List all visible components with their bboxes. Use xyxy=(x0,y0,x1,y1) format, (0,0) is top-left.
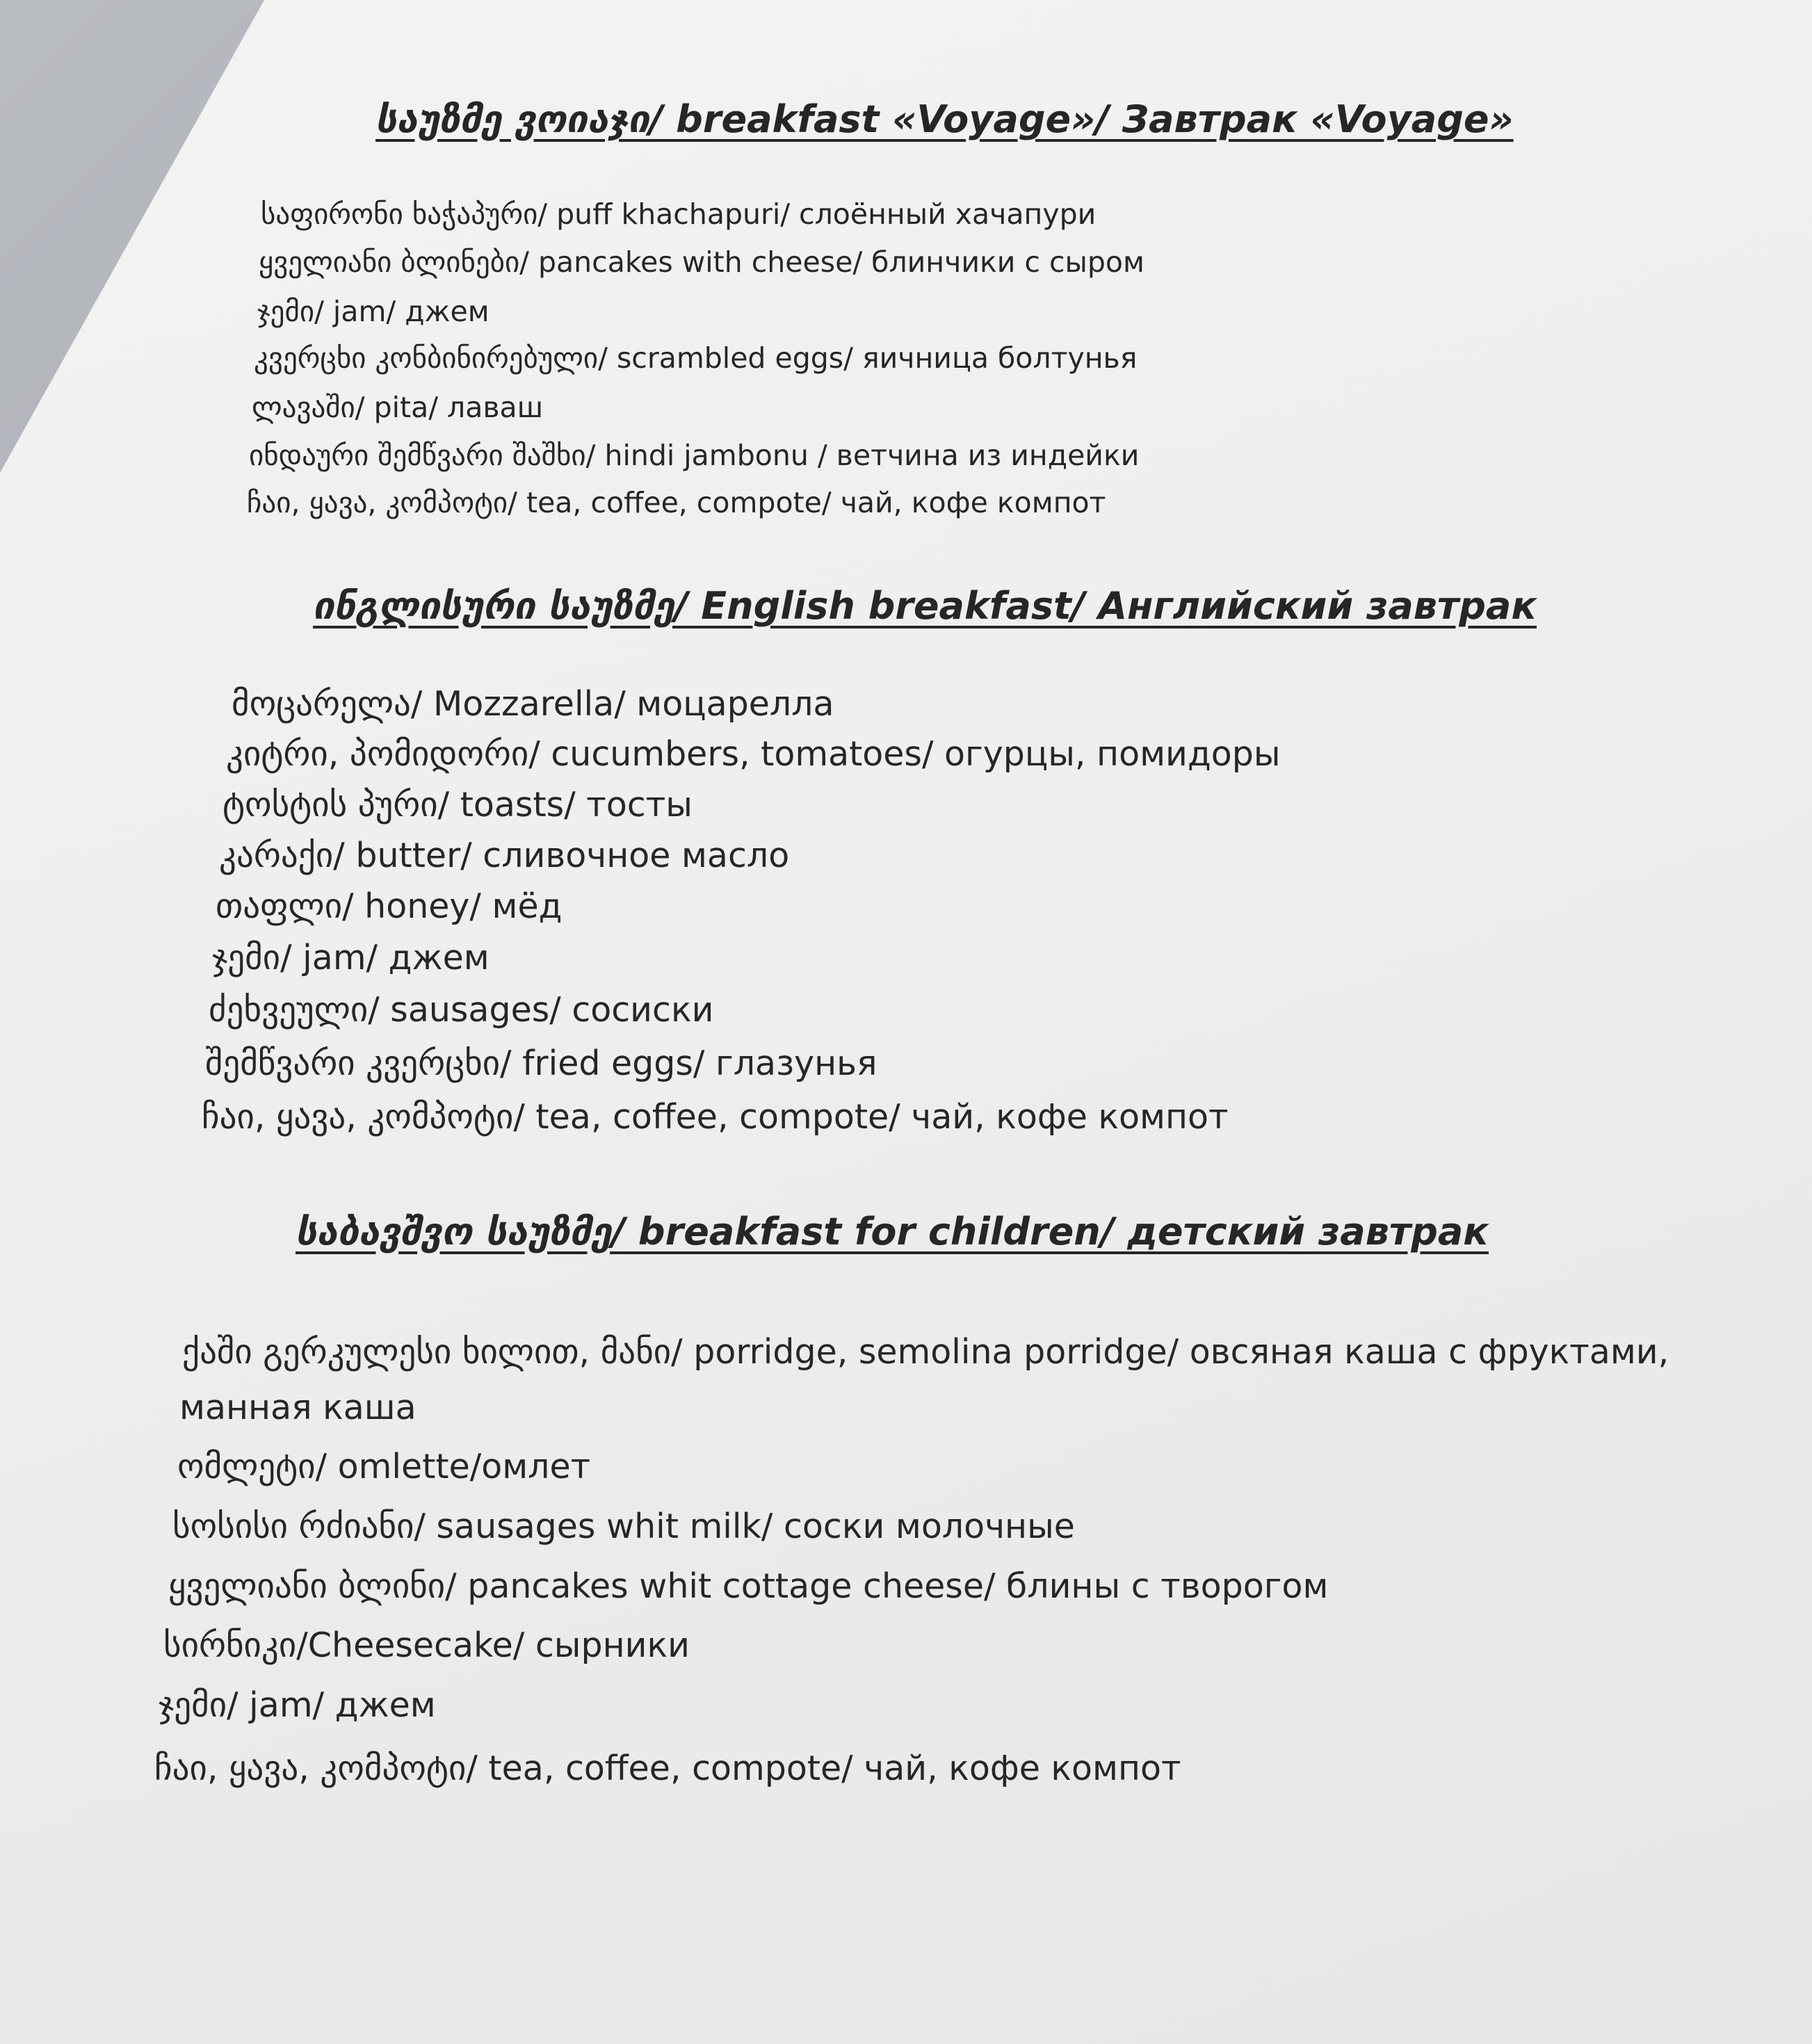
menu-item: ჯემი/ jam/ джем xyxy=(159,1685,436,1725)
menu-item: სოსისი რძიანი/ sausages whit milk/ соски молочные xyxy=(172,1507,1075,1546)
menu-item: ძეხვეული/ sausages/ сосиски xyxy=(209,990,714,1030)
section-title-voyage: საუზმე ვოიაჯი/ breakfast «Voyage»/ Завтрак «Voyage» xyxy=(375,97,1514,141)
menu-item: ინდაური შემწვარი შაშხი/ hindi jambonu / ветчина из индейки xyxy=(249,439,1140,472)
menu-item: ტოსტის პური/ toasts/ тосты xyxy=(223,785,693,825)
menu-item: ლავაში/ pita/ лаваш xyxy=(252,391,544,424)
menu-item: კვერცხი კონბინირებული/ scrambled eggs/ яичница болтунья xyxy=(254,341,1138,375)
menu-item: საფირონი ხაჭაპური/ puff khachapuri/ слоённый хачапури xyxy=(261,197,1097,231)
menu-item: ყველიანი ბლინი/ pancakes whit cottage cheese/ блины с творогом xyxy=(168,1566,1329,1606)
menu-item: მოცარელა/ Mozzarella/ моцарелла xyxy=(232,684,834,724)
menu-item: ქაში გერკულესი ხილით, მანი/ porridge, semolina porridge/ овсяная каша с фруктами, xyxy=(182,1332,1669,1372)
menu-item: ჩაი, ყავა, კომპოტი/ tea, coffee, compote/ чай, кофе компот xyxy=(202,1097,1229,1137)
menu-item: ჯემი/ jam/ джем xyxy=(257,295,490,328)
menu-item: კარაქი/ butter/ сливочное масло xyxy=(219,836,790,875)
section-title-children: საბავშვო საუზმე/ breakfast for children/ детский завтрак xyxy=(296,1210,1489,1254)
menu-item: ჯემი/ jam/ джем xyxy=(212,938,490,978)
menu-item: ჩაი, ყავა, კომპოტი/ tea, coffee, compote/ чай, кофе компот xyxy=(154,1749,1181,1788)
menu-item: манная каша xyxy=(179,1388,416,1427)
menu-item: ყველიანი ბლინები/ pancakes with cheese/ блинчики с сыром xyxy=(259,245,1144,279)
menu-item: ჩაი, ყავა, კომპოტი/ tea, coffee, compote/ чай, кофе компот xyxy=(247,486,1106,519)
menu-item: კიტრი, პომიდორი/ cucumbers, tomatoes/ огурцы, помидоры xyxy=(226,734,1281,774)
menu-item: სირნიკი/Cheesecake/ сырники xyxy=(163,1625,690,1665)
menu-item: თაფლი/ honey/ мёд xyxy=(216,886,563,926)
menu-item: ომლეტი/ omlette/омлет xyxy=(177,1447,591,1486)
menu-item: შემწვარი კვერცხი/ fried eggs/ глазунья xyxy=(205,1044,877,1083)
section-title-english: ინგლისური საუზმე/ English breakfast/ Английский завтрак xyxy=(313,584,1537,628)
